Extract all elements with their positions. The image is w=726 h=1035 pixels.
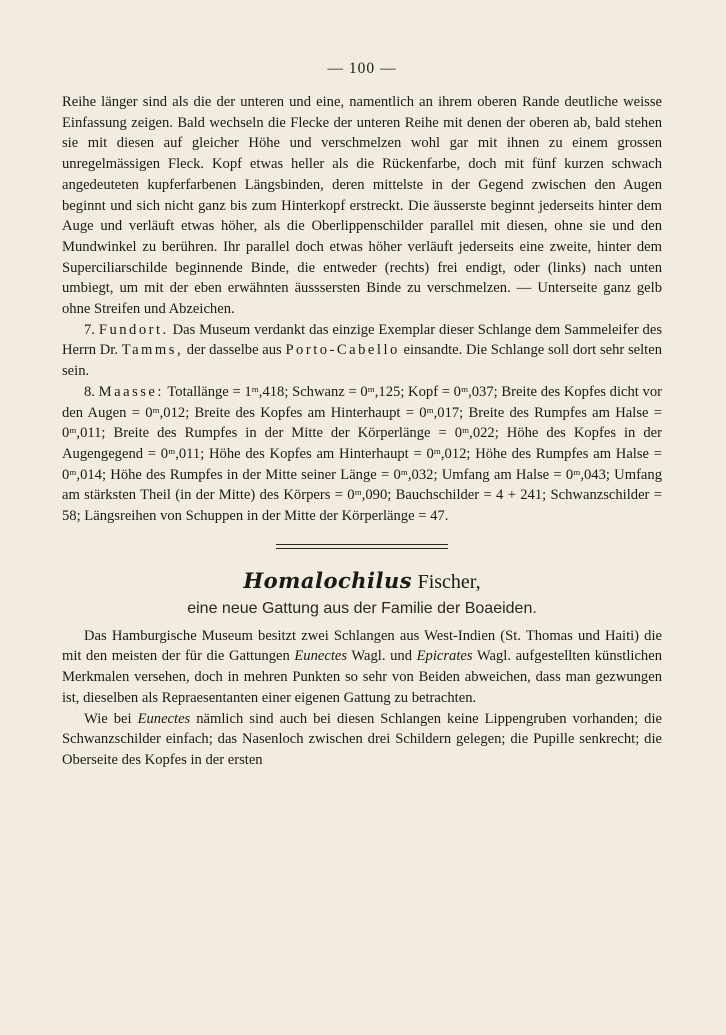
paragraph-maasse — [62, 382, 662, 527]
paragraph-text: Das Museum verdankt das einzige Exemplar dieser Schlange dem Sammeleifer des Herrn Dr. — [62, 321, 663, 359]
section-number: 7. — [84, 321, 95, 338]
section-subheading: eine neue Gattung aus der Familie der Boaeiden. — [187, 599, 537, 617]
genus-eunectes: Eunectes — [294, 648, 348, 665]
paragraph-text: Wie bei — [84, 710, 132, 727]
paragraph-text: Das Hamburgische Museum besitzt zwei Schlangen aus West-Indien (St. Thomas und Haiti) die mit den meisten der für die Gattungen — [62, 627, 662, 665]
page-number: — 100 — — [327, 60, 397, 77]
paragraph-text: der dasselbe aus — [186, 342, 282, 359]
paragraph-fundort — [62, 320, 662, 382]
paragraph-text: nämlich sind auch bei diesen Schlangen keine Lippengruben vorhanden; die Schwanzschilder einfach; das Nasenloch zwischen drei Schildern gelegen; die Pupille senkrecht; die Oberseite des Kopfes in der ersten — [62, 710, 662, 768]
place-name: Porto-Cabello — [285, 342, 400, 359]
paragraph-comparison — [62, 709, 662, 771]
section-label: Fundort. — [98, 321, 169, 338]
double-rule-divider — [62, 544, 662, 549]
genus-name: Homalochilus — [243, 567, 413, 593]
section-heading — [62, 567, 662, 596]
person-name: Tamms, — [121, 342, 184, 359]
section-label: Maasse: — [98, 383, 164, 400]
paragraph-text: Wagl. aufgestellten künstlichen Merkmalen versehen, doch in mehren Punkten so sehr von Beiden abweichen, dass man gezwungen ist, dieselben als Repraesentanten einer eigenen Gattung zu betrachten. — [62, 648, 663, 706]
genus-epicrates: Epicrates — [416, 648, 473, 665]
section-number: 8. — [84, 383, 95, 400]
paragraph-description: Reihe länger sind als die der unteren und eine, namentlich an ihrem oberen Rande deutliche weisse Einfassung zeigen. Bald wechseln die Flecke der unteren Reihe mit denen der oberen ab, bald stehen sie mit diesen auf gleicher Höhe und verschmelzen wohl gar mit ihnen zu einem grossen unregelmässigen Fleck. Kopf etwas heller als die Rückenfarbe, doch mit fünf kurzen schwach angedeuteten kupferfarbenen Längsbinden, deren mittelste in der Gegend zwischen den Augen beginnt und sich nicht ganz bis zum Hinterkopf erstreckt. Die äusserste beginnt jederseits hinter dem Auge und verläuft etwas höher, als die Oberlippenschilder parallel mit diesen, ohne sie und den Mundwinkel zu berühren. Ihr parallel doch etwas höher verläuft jederseits eine zweite, hinter dem Superciliarschilde beginnende Binde, die entweder (rechts) frei endigt, oder (links) nach unten umbiegt, um mit der eben erwähnten äusssersten Binde zu verschmelzen. — Unterseite ganz gelb ohne Streifen und Abzeichen. — [62, 94, 662, 318]
paragraph-intro — [62, 626, 662, 709]
paragraph-text: Totallänge = 1ᵐ,418; Schwanz = 0ᵐ,125; Kopf = 0ᵐ,037; Breite des Kopfes dicht vor den Augen = 0ᵐ,012; Breite des Kopfes am Hinterhaupt = 0ᵐ,017; Breite des Rumpfes am Halse = 0ᵐ,011; Breite des Rumpfes in der Mitte der Körperlänge = 0ᵐ,022; Höhe des Kopfes in der Augengegend = 0ᵐ,011; Höhe des Kopfes am Hinterhaupt = 0ᵐ,012; Höhe des Rumpfes am Halse = 0ᵐ,014; Höhe des Rumpfes in der Mitte seiner Länge = 0ᵐ,032; Umfang am Halse = 0ᵐ,043; Umfang am stärksten Theil (in der Mitte) des Körpers = 0ᵐ,090; Bauchschilder = 4 + 241; Schwanzschilder = 58; Längsreihen von Schuppen in der Mitte der Körperlänge = 47. — [62, 383, 662, 525]
paragraph-text: Wagl. und — [351, 648, 412, 665]
paragraph-text: einsandte. Die Schlange soll dort sehr selten sein. — [62, 342, 662, 380]
genus-eunectes: Eunectes — [137, 710, 191, 727]
author-name: Fischer, — [417, 570, 481, 593]
